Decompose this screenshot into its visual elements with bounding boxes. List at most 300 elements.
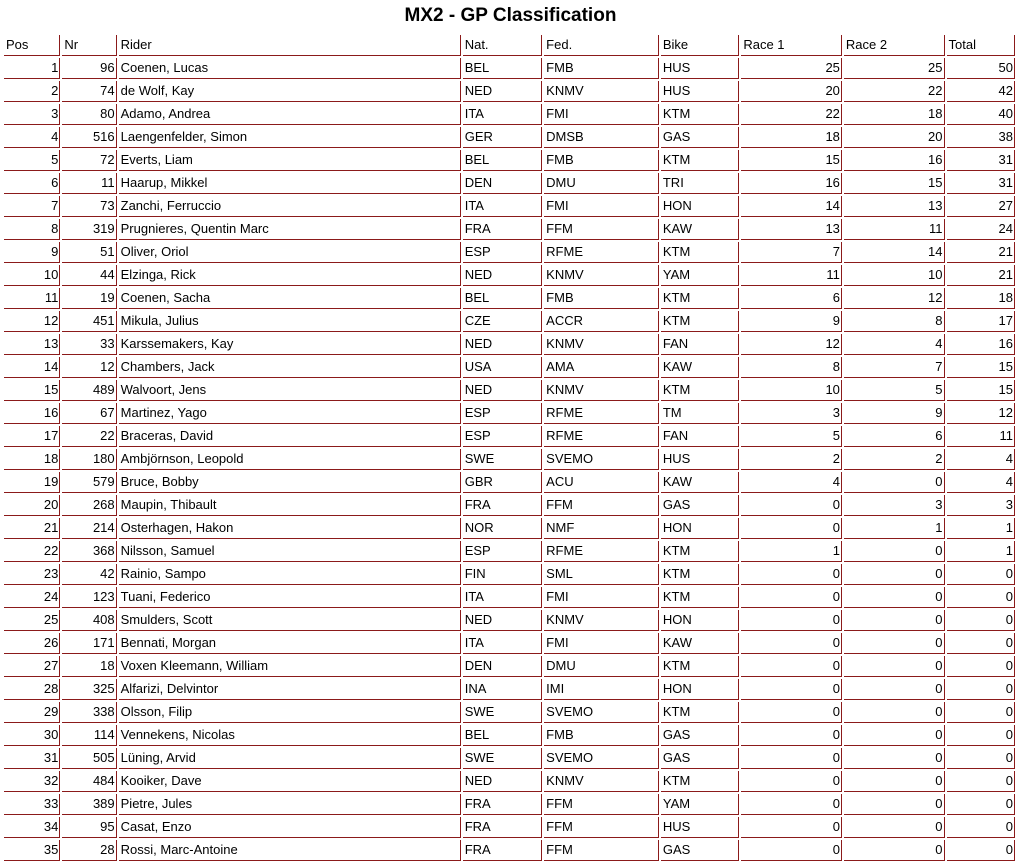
cell-nr: 44 xyxy=(62,265,116,286)
table-row xyxy=(4,288,1015,309)
table-row xyxy=(4,771,1015,792)
table-row xyxy=(4,81,1015,102)
cell-total: 24 xyxy=(947,219,1015,240)
table-row xyxy=(4,58,1015,79)
cell-nr: 319 xyxy=(62,219,116,240)
cell-nat: ITA xyxy=(463,104,542,125)
cell-fed: FFM xyxy=(544,219,659,240)
cell-rider: Osterhagen, Hakon xyxy=(119,518,461,539)
cell-bike: HUS xyxy=(661,817,739,838)
cell-fed: NMF xyxy=(544,518,659,539)
cell-total: 0 xyxy=(947,702,1015,723)
cell-nat: FRA xyxy=(463,817,542,838)
cell-bike: HUS xyxy=(661,81,739,102)
cell-fed: KNMV xyxy=(544,265,659,286)
cell-pos: 12 xyxy=(4,311,60,332)
cell-fed: FMB xyxy=(544,58,659,79)
cell-nr: 12 xyxy=(62,357,116,378)
cell-race2: 0 xyxy=(844,656,945,677)
cell-nr: 22 xyxy=(62,426,116,447)
cell-total: 12 xyxy=(947,403,1015,424)
cell-rider: Lüning, Arvid xyxy=(119,748,461,769)
cell-rider: Everts, Liam xyxy=(119,150,461,171)
cell-bike: TRI xyxy=(661,173,739,194)
cell-race2: 1 xyxy=(844,518,945,539)
cell-bike: KTM xyxy=(661,587,739,608)
cell-race1: 0 xyxy=(741,840,842,861)
results-body xyxy=(4,58,1015,861)
cell-race1: 7 xyxy=(741,242,842,263)
cell-fed: KNMV xyxy=(544,81,659,102)
cell-nr: 214 xyxy=(62,518,116,539)
cell-fed: FMI xyxy=(544,633,659,654)
cell-rider: Olsson, Filip xyxy=(119,702,461,723)
table-row xyxy=(4,656,1015,677)
cell-race1: 0 xyxy=(741,771,842,792)
cell-pos: 32 xyxy=(4,771,60,792)
cell-bike: KTM xyxy=(661,771,739,792)
cell-nr: 74 xyxy=(62,81,116,102)
cell-nr: 489 xyxy=(62,380,116,401)
cell-nat: NED xyxy=(463,610,542,631)
cell-fed: ACCR xyxy=(544,311,659,332)
cell-bike: KTM xyxy=(661,702,739,723)
cell-fed: RFME xyxy=(544,403,659,424)
cell-fed: FMB xyxy=(544,725,659,746)
cell-rider: Zanchi, Ferruccio xyxy=(119,196,461,217)
cell-fed: SVEMO xyxy=(544,449,659,470)
cell-total: 0 xyxy=(947,610,1015,631)
cell-total: 21 xyxy=(947,242,1015,263)
cell-bike: GAS xyxy=(661,725,739,746)
cell-fed: FFM xyxy=(544,817,659,838)
cell-nr: 18 xyxy=(62,656,116,677)
cell-pos: 29 xyxy=(4,702,60,723)
cell-race1: 11 xyxy=(741,265,842,286)
table-row xyxy=(4,794,1015,815)
cell-total: 0 xyxy=(947,794,1015,815)
cell-rider: Martinez, Yago xyxy=(119,403,461,424)
table-row xyxy=(4,472,1015,493)
cell-nr: 325 xyxy=(62,679,116,700)
table-row xyxy=(4,633,1015,654)
table-row xyxy=(4,127,1015,148)
cell-nr: 42 xyxy=(62,564,116,585)
table-row xyxy=(4,449,1015,470)
cell-rider: Adamo, Andrea xyxy=(119,104,461,125)
cell-pos: 8 xyxy=(4,219,60,240)
cell-bike: KAW xyxy=(661,219,739,240)
cell-bike: GAS xyxy=(661,127,739,148)
cell-rider: Vennekens, Nicolas xyxy=(119,725,461,746)
table-row xyxy=(4,357,1015,378)
cell-rider: Coenen, Lucas xyxy=(119,58,461,79)
cell-nr: 516 xyxy=(62,127,116,148)
cell-fed: AMA xyxy=(544,357,659,378)
cell-rider: Nilsson, Samuel xyxy=(119,541,461,562)
cell-bike: FAN xyxy=(661,426,739,447)
table-row xyxy=(4,426,1015,447)
table-row xyxy=(4,265,1015,286)
cell-bike: HON xyxy=(661,610,739,631)
table-row xyxy=(4,610,1015,631)
cell-nat: FRA xyxy=(463,495,542,516)
cell-race1: 5 xyxy=(741,426,842,447)
cell-race2: 12 xyxy=(844,288,945,309)
table-row xyxy=(4,840,1015,861)
cell-nat: BEL xyxy=(463,725,542,746)
cell-fed: KNMV xyxy=(544,771,659,792)
table-row xyxy=(4,380,1015,401)
cell-race2: 0 xyxy=(844,794,945,815)
cell-nat: NED xyxy=(463,380,542,401)
cell-nat: BEL xyxy=(463,288,542,309)
cell-race1: 1 xyxy=(741,541,842,562)
cell-race1: 0 xyxy=(741,587,842,608)
cell-pos: 27 xyxy=(4,656,60,677)
cell-pos: 30 xyxy=(4,725,60,746)
cell-nat: SWE xyxy=(463,449,542,470)
cell-race1: 0 xyxy=(741,564,842,585)
cell-race1: 18 xyxy=(741,127,842,148)
cell-bike: KTM xyxy=(661,150,739,171)
cell-pos: 2 xyxy=(4,81,60,102)
cell-total: 0 xyxy=(947,840,1015,861)
cell-pos: 33 xyxy=(4,794,60,815)
cell-nat: NOR xyxy=(463,518,542,539)
cell-race2: 0 xyxy=(844,610,945,631)
cell-fed: FMB xyxy=(544,288,659,309)
cell-race2: 6 xyxy=(844,426,945,447)
cell-total: 0 xyxy=(947,633,1015,654)
cell-pos: 18 xyxy=(4,449,60,470)
cell-total: 17 xyxy=(947,311,1015,332)
cell-bike: FAN xyxy=(661,334,739,355)
table-row xyxy=(4,564,1015,585)
cell-race2: 0 xyxy=(844,541,945,562)
cell-rider: de Wolf, Kay xyxy=(119,81,461,102)
cell-nr: 11 xyxy=(62,173,116,194)
cell-total: 4 xyxy=(947,472,1015,493)
cell-bike: KTM xyxy=(661,288,739,309)
column-header-pos: Pos xyxy=(4,35,60,56)
cell-fed: SVEMO xyxy=(544,748,659,769)
cell-total: 0 xyxy=(947,771,1015,792)
cell-pos: 11 xyxy=(4,288,60,309)
cell-total: 0 xyxy=(947,587,1015,608)
table-row xyxy=(4,541,1015,562)
column-header-race2: Race 2 xyxy=(844,35,945,56)
cell-nat: SWE xyxy=(463,702,542,723)
cell-race1: 0 xyxy=(741,610,842,631)
table-row xyxy=(4,702,1015,723)
cell-total: 0 xyxy=(947,748,1015,769)
cell-fed: ACU xyxy=(544,472,659,493)
table-row xyxy=(4,748,1015,769)
cell-total: 0 xyxy=(947,679,1015,700)
cell-fed: DMU xyxy=(544,173,659,194)
cell-nat: ITA xyxy=(463,587,542,608)
cell-race1: 8 xyxy=(741,357,842,378)
cell-rider: Rainio, Sampo xyxy=(119,564,461,585)
cell-race2: 0 xyxy=(844,725,945,746)
cell-pos: 17 xyxy=(4,426,60,447)
cell-total: 1 xyxy=(947,541,1015,562)
cell-race1: 25 xyxy=(741,58,842,79)
cell-bike: HON xyxy=(661,196,739,217)
column-header-nr: Nr xyxy=(62,35,116,56)
cell-pos: 19 xyxy=(4,472,60,493)
cell-nat: DEN xyxy=(463,656,542,677)
cell-race1: 0 xyxy=(741,794,842,815)
cell-bike: HUS xyxy=(661,449,739,470)
cell-pos: 5 xyxy=(4,150,60,171)
cell-bike: HON xyxy=(661,518,739,539)
table-row xyxy=(4,150,1015,171)
cell-race1: 0 xyxy=(741,702,842,723)
cell-nat: CZE xyxy=(463,311,542,332)
cell-race1: 0 xyxy=(741,518,842,539)
cell-rider: Oliver, Oriol xyxy=(119,242,461,263)
cell-fed: SVEMO xyxy=(544,702,659,723)
cell-pos: 28 xyxy=(4,679,60,700)
cell-pos: 21 xyxy=(4,518,60,539)
cell-nr: 19 xyxy=(62,288,116,309)
table-row xyxy=(4,725,1015,746)
cell-fed: IMI xyxy=(544,679,659,700)
cell-total: 27 xyxy=(947,196,1015,217)
cell-nat: BEL xyxy=(463,150,542,171)
cell-race1: 6 xyxy=(741,288,842,309)
cell-race2: 0 xyxy=(844,840,945,861)
cell-pos: 16 xyxy=(4,403,60,424)
column-header-rider: Rider xyxy=(119,35,461,56)
cell-rider: Laengenfelder, Simon xyxy=(119,127,461,148)
cell-pos: 20 xyxy=(4,495,60,516)
cell-nat: NED xyxy=(463,334,542,355)
cell-nat: ESP xyxy=(463,403,542,424)
cell-race2: 0 xyxy=(844,702,945,723)
cell-fed: FMI xyxy=(544,196,659,217)
cell-nat: FRA xyxy=(463,840,542,861)
cell-total: 4 xyxy=(947,449,1015,470)
cell-nr: 408 xyxy=(62,610,116,631)
cell-nr: 51 xyxy=(62,242,116,263)
cell-fed: FMI xyxy=(544,104,659,125)
cell-total: 38 xyxy=(947,127,1015,148)
cell-rider: Maupin, Thibault xyxy=(119,495,461,516)
cell-pos: 13 xyxy=(4,334,60,355)
cell-race2: 16 xyxy=(844,150,945,171)
cell-fed: FMB xyxy=(544,150,659,171)
cell-pos: 9 xyxy=(4,242,60,263)
cell-bike: KTM xyxy=(661,242,739,263)
cell-race1: 0 xyxy=(741,656,842,677)
cell-race2: 5 xyxy=(844,380,945,401)
cell-rider: Bruce, Bobby xyxy=(119,472,461,493)
cell-total: 11 xyxy=(947,426,1015,447)
cell-rider: Casat, Enzo xyxy=(119,817,461,838)
cell-nr: 33 xyxy=(62,334,116,355)
cell-nat: USA xyxy=(463,357,542,378)
cell-nat: ITA xyxy=(463,633,542,654)
cell-race1: 0 xyxy=(741,679,842,700)
cell-race2: 4 xyxy=(844,334,945,355)
cell-bike: KTM xyxy=(661,541,739,562)
cell-fed: FFM xyxy=(544,794,659,815)
table-row xyxy=(4,518,1015,539)
cell-total: 31 xyxy=(947,150,1015,171)
cell-race1: 16 xyxy=(741,173,842,194)
cell-bike: YAM xyxy=(661,794,739,815)
cell-nat: FRA xyxy=(463,794,542,815)
cell-nat: INA xyxy=(463,679,542,700)
cell-race1: 14 xyxy=(741,196,842,217)
cell-fed: RFME xyxy=(544,242,659,263)
cell-race2: 0 xyxy=(844,472,945,493)
column-header-bike: Bike xyxy=(661,35,739,56)
cell-race1: 0 xyxy=(741,748,842,769)
cell-fed: KNMV xyxy=(544,334,659,355)
table-row xyxy=(4,311,1015,332)
cell-nat: NED xyxy=(463,771,542,792)
cell-nat: NED xyxy=(463,81,542,102)
cell-nr: 28 xyxy=(62,840,116,861)
cell-race2: 8 xyxy=(844,311,945,332)
cell-race2: 7 xyxy=(844,357,945,378)
cell-pos: 26 xyxy=(4,633,60,654)
cell-total: 0 xyxy=(947,725,1015,746)
cell-nr: 114 xyxy=(62,725,116,746)
cell-pos: 34 xyxy=(4,817,60,838)
cell-bike: HUS xyxy=(661,58,739,79)
cell-nr: 484 xyxy=(62,771,116,792)
cell-pos: 22 xyxy=(4,541,60,562)
cell-total: 0 xyxy=(947,564,1015,585)
cell-nr: 171 xyxy=(62,633,116,654)
cell-race2: 9 xyxy=(844,403,945,424)
cell-race2: 20 xyxy=(844,127,945,148)
cell-nat: FIN xyxy=(463,564,542,585)
cell-rider: Bennati, Morgan xyxy=(119,633,461,654)
cell-race2: 15 xyxy=(844,173,945,194)
cell-nr: 96 xyxy=(62,58,116,79)
cell-nr: 95 xyxy=(62,817,116,838)
cell-nat: ESP xyxy=(463,426,542,447)
cell-race2: 0 xyxy=(844,679,945,700)
cell-nat: ESP xyxy=(463,242,542,263)
cell-pos: 25 xyxy=(4,610,60,631)
column-header-nat: Nat. xyxy=(463,35,542,56)
cell-race2: 18 xyxy=(844,104,945,125)
cell-pos: 6 xyxy=(4,173,60,194)
cell-fed: RFME xyxy=(544,541,659,562)
cell-race2: 13 xyxy=(844,196,945,217)
cell-rider: Karssemakers, Kay xyxy=(119,334,461,355)
cell-bike: GAS xyxy=(661,495,739,516)
cell-nr: 451 xyxy=(62,311,116,332)
cell-bike: KTM xyxy=(661,311,739,332)
cell-nr: 72 xyxy=(62,150,116,171)
cell-rider: Kooiker, Dave xyxy=(119,771,461,792)
cell-bike: YAM xyxy=(661,265,739,286)
cell-nr: 268 xyxy=(62,495,116,516)
cell-nat: ESP xyxy=(463,541,542,562)
cell-nr: 505 xyxy=(62,748,116,769)
table-row xyxy=(4,334,1015,355)
cell-bike: HON xyxy=(661,679,739,700)
cell-fed: DMSB xyxy=(544,127,659,148)
cell-total: 16 xyxy=(947,334,1015,355)
cell-bike: KTM xyxy=(661,564,739,585)
cell-bike: KAW xyxy=(661,472,739,493)
cell-pos: 14 xyxy=(4,357,60,378)
cell-total: 15 xyxy=(947,380,1015,401)
cell-nat: GBR xyxy=(463,472,542,493)
cell-race1: 12 xyxy=(741,334,842,355)
cell-fed: KNMV xyxy=(544,380,659,401)
cell-nat: SWE xyxy=(463,748,542,769)
cell-race1: 13 xyxy=(741,219,842,240)
cell-bike: GAS xyxy=(661,748,739,769)
table-row xyxy=(4,173,1015,194)
cell-race1: 20 xyxy=(741,81,842,102)
table-row xyxy=(4,403,1015,424)
cell-total: 15 xyxy=(947,357,1015,378)
cell-pos: 4 xyxy=(4,127,60,148)
cell-bike: KTM xyxy=(661,656,739,677)
cell-bike: KAW xyxy=(661,633,739,654)
cell-rider: Voxen Kleemann, William xyxy=(119,656,461,677)
cell-rider: Mikula, Julius xyxy=(119,311,461,332)
cell-fed: FFM xyxy=(544,495,659,516)
cell-total: 18 xyxy=(947,288,1015,309)
cell-rider: Braceras, David xyxy=(119,426,461,447)
cell-race2: 2 xyxy=(844,449,945,470)
cell-nat: ITA xyxy=(463,196,542,217)
cell-pos: 15 xyxy=(4,380,60,401)
cell-race2: 14 xyxy=(844,242,945,263)
cell-nr: 73 xyxy=(62,196,116,217)
cell-total: 42 xyxy=(947,81,1015,102)
cell-nr: 579 xyxy=(62,472,116,493)
cell-total: 0 xyxy=(947,656,1015,677)
cell-race1: 0 xyxy=(741,817,842,838)
cell-race2: 0 xyxy=(844,564,945,585)
header-row xyxy=(4,35,1015,56)
cell-nr: 338 xyxy=(62,702,116,723)
cell-bike: GAS xyxy=(661,840,739,861)
cell-race2: 0 xyxy=(844,771,945,792)
cell-race2: 11 xyxy=(844,219,945,240)
cell-fed: RFME xyxy=(544,426,659,447)
cell-nat: NED xyxy=(463,265,542,286)
cell-fed: DMU xyxy=(544,656,659,677)
cell-race1: 22 xyxy=(741,104,842,125)
cell-pos: 24 xyxy=(4,587,60,608)
table-row xyxy=(4,679,1015,700)
cell-rider: Haarup, Mikkel xyxy=(119,173,461,194)
cell-total: 31 xyxy=(947,173,1015,194)
cell-race1: 4 xyxy=(741,472,842,493)
cell-total: 21 xyxy=(947,265,1015,286)
cell-pos: 23 xyxy=(4,564,60,585)
cell-nr: 180 xyxy=(62,449,116,470)
cell-race2: 0 xyxy=(844,817,945,838)
table-row xyxy=(4,196,1015,217)
cell-race1: 0 xyxy=(741,495,842,516)
cell-race1: 10 xyxy=(741,380,842,401)
